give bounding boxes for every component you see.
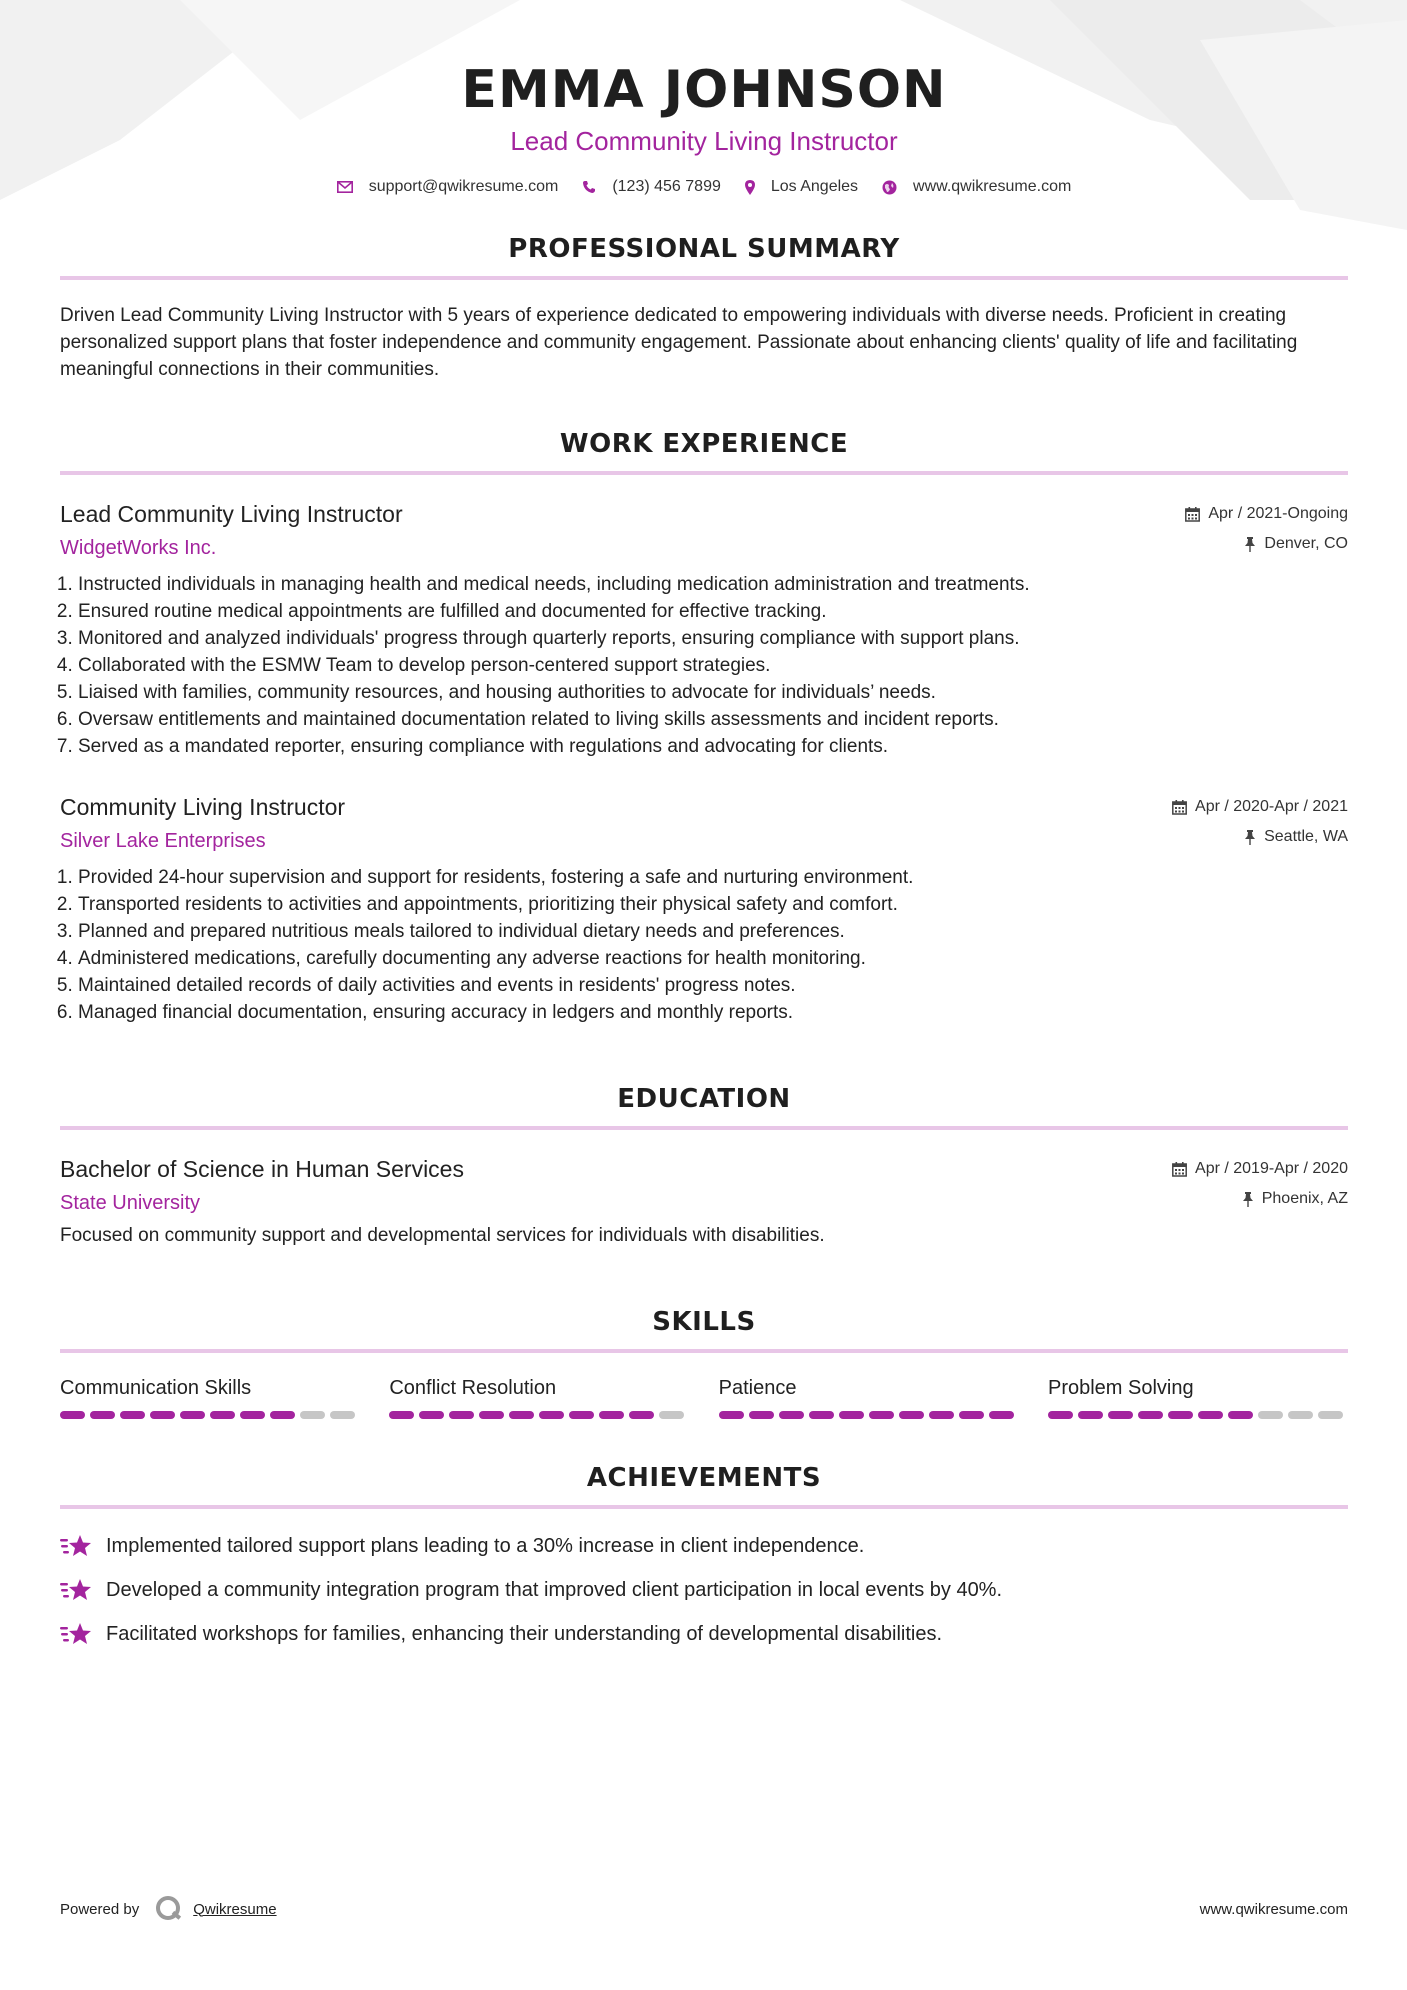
duty-item: 5. Liaised with families, community resources, and housing authorities to advocate for individuals’ needs. — [78, 679, 1348, 706]
shooting-star-icon — [60, 1621, 92, 1647]
achievements-list — [60, 1531, 1348, 1649]
experience-heading: WORK EXPERIENCE — [559, 429, 849, 459]
duty-item: 4. Administered medications, carefully documenting any adverse reactions for health monitoring. — [78, 945, 1348, 972]
envelope-icon — [337, 181, 353, 193]
section-divider — [60, 1126, 1348, 1130]
rating-segment-filled — [150, 1411, 175, 1419]
rating-segment-filled — [809, 1411, 834, 1419]
rating-segment-filled — [180, 1411, 205, 1419]
education-date-text: Apr / 2019-Apr / 2020 — [1195, 1160, 1348, 1177]
qwikresume-logo-icon — [155, 1895, 183, 1923]
section-divider — [60, 471, 1348, 475]
rating-segment-filled — [240, 1411, 265, 1419]
skills-list — [60, 1375, 1348, 1419]
skill-item — [60, 1375, 360, 1419]
rating-segment-filled — [60, 1411, 85, 1419]
job-date — [1172, 792, 1348, 822]
rating-segment-filled — [1048, 1411, 1073, 1419]
achievement-text: Developed a community integration program that improved client participation in local events by 40%. — [106, 1579, 1003, 1601]
globe-icon — [882, 180, 897, 195]
pushpin-icon — [1242, 1192, 1254, 1207]
rating-segment-filled — [419, 1411, 444, 1419]
education-location — [1172, 1184, 1348, 1214]
rating-segment-empty — [300, 1411, 325, 1419]
summary-section — [60, 234, 1348, 383]
duty-item: 1. Provided 24-hour supervision and support for residents, fostering a safe and nurturing environment. — [78, 864, 1348, 891]
resume-page — [60, 0, 1348, 1663]
calendar-icon — [1185, 507, 1200, 522]
contact-email[interactable] — [337, 178, 559, 196]
duty-item: 3. Monitored and analyzed individuals' progress through quarterly reports, ensuring compliance with support plans. — [78, 625, 1348, 652]
skill-rating-bar — [1048, 1411, 1348, 1419]
rating-segment-filled — [389, 1411, 414, 1419]
skill-name: Conflict Resolution — [389, 1377, 557, 1399]
candidate-role: Lead Community Living Instructor — [510, 126, 898, 156]
job-company: Silver Lake Enterprises — [60, 830, 266, 852]
contact-email-text: support@qwikresume.com — [368, 178, 559, 195]
job-location — [1185, 529, 1348, 559]
powered-by-label: Powered by — [60, 1900, 140, 1918]
achievement-text: Facilitated workshops for families, enhancing their understanding of developmental disabilities. — [106, 1623, 943, 1645]
candidate-name: EMMA JOHNSON — [461, 60, 947, 120]
rating-segment-filled — [479, 1411, 504, 1419]
rating-segment-filled — [509, 1411, 534, 1419]
school-name: State University — [60, 1192, 201, 1214]
contact-location — [745, 178, 858, 196]
education-entry — [60, 1154, 1348, 1249]
education-heading: EDUCATION — [617, 1084, 791, 1114]
rating-segment-filled — [779, 1411, 804, 1419]
pushpin-icon — [1244, 830, 1256, 845]
rating-segment-empty — [1318, 1411, 1343, 1419]
rating-segment-filled — [959, 1411, 984, 1419]
section-divider — [60, 276, 1348, 280]
job-date-text: Apr / 2020-Apr / 2021 — [1195, 798, 1348, 815]
duty-item: 6. Managed financial documentation, ensuring accuracy in ledgers and monthly reports. — [78, 999, 1348, 1026]
job-company: WidgetWorks Inc. — [60, 537, 217, 559]
rating-segment-filled — [1198, 1411, 1223, 1419]
duty-item: 2. Transported residents to activities and appointments, prioritizing their physical safety and comfort. — [78, 891, 1348, 918]
skill-name: Communication Skills — [60, 1377, 252, 1399]
rating-segment-filled — [449, 1411, 474, 1419]
skill-name: Patience — [718, 1377, 797, 1399]
phone-icon — [582, 180, 596, 194]
calendar-icon — [1172, 1162, 1187, 1177]
rating-segment-filled — [929, 1411, 954, 1419]
footer-website[interactable]: www.qwikresume.com — [1199, 1900, 1348, 1918]
summary-text: Driven Lead Community Living Instructor with 5 years of experience dedicated to empowering individuals with diverse needs. Proficient in creating personalized support plans that foster independence and community engagement. Passionate about enhancing clients' quality of life and facilitating meaningful connections in their communities. — [60, 305, 1298, 380]
rating-segment-filled — [1168, 1411, 1193, 1419]
map-pin-icon — [745, 180, 755, 195]
contact-website-text: www.qwikresume.com — [913, 178, 1072, 195]
section-divider — [60, 1349, 1348, 1353]
rating-segment-filled — [599, 1411, 624, 1419]
duty-item: 6. Oversaw entitlements and maintained documentation related to living skills assessments and incident reports. — [78, 706, 1348, 733]
achievement-item — [60, 1619, 1348, 1649]
skill-rating-bar — [60, 1411, 360, 1419]
section-divider — [60, 1505, 1348, 1509]
degree-title: Bachelor of Science in Human Services — [60, 1156, 464, 1182]
skills-section — [60, 1307, 1348, 1419]
achievement-item — [60, 1531, 1348, 1561]
duty-item: 3. Planned and prepared nutritious meals tailored to individual dietary needs and preferences. — [78, 918, 1348, 945]
shooting-star-icon — [60, 1533, 92, 1559]
footer — [60, 1895, 1348, 1923]
job-title: Community Living Instructor — [60, 794, 346, 820]
rating-segment-filled — [899, 1411, 924, 1419]
achievements-section — [60, 1463, 1348, 1649]
calendar-icon — [1172, 800, 1187, 815]
job-date — [1185, 499, 1348, 529]
job-title: Lead Community Living Instructor — [60, 501, 403, 527]
rating-segment-filled — [539, 1411, 564, 1419]
rating-segment-filled — [270, 1411, 295, 1419]
contact-location-text: Los Angeles — [770, 178, 859, 195]
rating-segment-filled — [989, 1411, 1014, 1419]
shooting-star-icon — [60, 1577, 92, 1603]
skill-item — [389, 1375, 689, 1419]
rating-segment-filled — [719, 1411, 744, 1419]
skill-name: Problem Solving — [1047, 1377, 1194, 1399]
duty-item: 2. Ensured routine medical appointments are fulfilled and documented for effective tracking. — [78, 598, 1348, 625]
rating-segment-filled — [869, 1411, 894, 1419]
achievements-heading: ACHIEVEMENTS — [586, 1463, 822, 1493]
education-section — [60, 1084, 1348, 1249]
job-location — [1172, 822, 1348, 852]
achievement-text: Implemented tailored support plans leading to a 30% increase in client independence. — [106, 1535, 865, 1557]
duty-item: 1. Instructed individuals in managing health and medical needs, including medication administration and treatments. — [78, 571, 1348, 598]
job-date-text: Apr / 2021-Ongoing — [1208, 505, 1348, 522]
contact-website[interactable] — [882, 178, 1071, 196]
duty-item: 7. Served as a mandated reporter, ensuring compliance with regulations and advocating for clients. — [78, 733, 1348, 760]
rating-segment-empty — [330, 1411, 355, 1419]
rating-segment-filled — [839, 1411, 864, 1419]
job-location-text: Denver, CO — [1264, 535, 1348, 552]
duty-item: 4. Collaborated with the ESMW Team to develop person-centered support strategies. — [78, 652, 1348, 679]
job-duties — [60, 571, 1348, 760]
rating-segment-filled — [120, 1411, 145, 1419]
skills-heading: SKILLS — [652, 1307, 756, 1337]
achievement-item — [60, 1575, 1348, 1605]
education-location-text: Phoenix, AZ — [1261, 1190, 1348, 1207]
rating-segment-empty — [1258, 1411, 1283, 1419]
contact-phone[interactable] — [582, 178, 721, 196]
qwikresume-link[interactable]: Qwikresume — [193, 1900, 277, 1918]
rating-segment-filled — [749, 1411, 774, 1419]
summary-heading: PROFESSIONAL SUMMARY — [508, 234, 900, 264]
contact-bar — [60, 178, 1348, 196]
rating-segment-filled — [1138, 1411, 1163, 1419]
job-duties — [60, 864, 1348, 1026]
skill-rating-bar — [389, 1411, 689, 1419]
education-description: Focused on community support and developmental services for individuals with disabilities. — [60, 1225, 825, 1246]
duty-item: 5. Maintained detailed records of daily activities and events in residents' progress notes. — [78, 972, 1348, 999]
rating-segment-filled — [1228, 1411, 1253, 1419]
job-entry — [60, 499, 1348, 760]
rating-segment-empty — [659, 1411, 684, 1419]
experience-section — [60, 429, 1348, 1026]
rating-segment-filled — [629, 1411, 654, 1419]
pushpin-icon — [1244, 537, 1256, 552]
rating-segment-filled — [1108, 1411, 1133, 1419]
education-date — [1172, 1154, 1348, 1184]
contact-phone-text: (123) 456 7899 — [612, 178, 721, 195]
job-location-text: Seattle, WA — [1264, 828, 1348, 845]
rating-segment-filled — [569, 1411, 594, 1419]
rating-segment-filled — [210, 1411, 235, 1419]
rating-segment-filled — [90, 1411, 115, 1419]
rating-segment-empty — [1288, 1411, 1313, 1419]
skill-item — [719, 1375, 1019, 1419]
job-entry — [60, 792, 1348, 1026]
skill-item — [1048, 1375, 1348, 1419]
rating-segment-filled — [1078, 1411, 1103, 1419]
skill-rating-bar — [719, 1411, 1019, 1419]
